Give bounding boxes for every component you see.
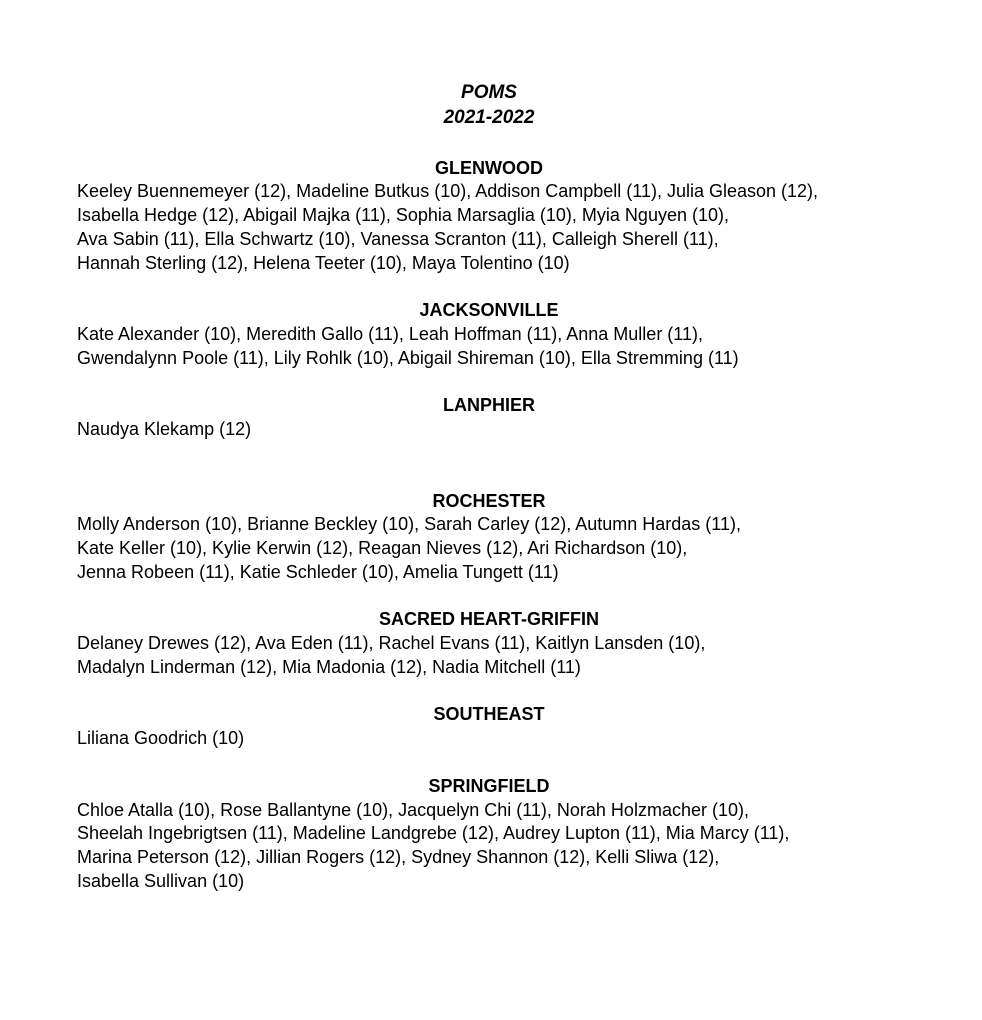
roster-line: Molly Anderson (10), Brianne Beckley (10), Sarah Carley (12), Autumn Hardas (11), — [77, 514, 741, 534]
roster-line: Keeley Buennemeyer (12), Madeline Butkus (10), Addison Campbell (11), Julia Gleason (12), — [77, 181, 819, 201]
roster-line: Isabella Sullivan (10) — [77, 871, 245, 891]
section-heading-glenwood: GLENWOOD — [435, 158, 543, 178]
roster-line: Sheelah Ingebrigtsen (11), Madeline Landgrebe (12), Audrey Lupton (11), Mia Marcy (11), — [77, 823, 790, 843]
section-heading-sacred-heart-griffin: SACRED HEART-GRIFFIN — [379, 609, 599, 629]
section-heading-southeast: SOUTHEAST — [433, 704, 545, 724]
document-season: 2021-2022 — [443, 107, 535, 128]
section-heading-jacksonville: JACKSONVILLE — [419, 300, 559, 320]
roster-line: Isabella Hedge (12), Abigail Majka (11), Sophia Marsaglia (10), Myia Nguyen (10), — [77, 205, 729, 225]
section-heading-rochester: ROCHESTER — [432, 491, 546, 511]
roster-line: Delaney Drewes (12), Ava Eden (11), Rachel Evans (11), Kaitlyn Lansden (10), — [77, 633, 706, 653]
roster-line: Hannah Sterling (12), Helena Teeter (10), Maya Tolentino (10) — [77, 253, 570, 273]
section-heading-springfield: SPRINGFIELD — [428, 776, 550, 796]
roster-line: Gwendalynn Poole (11), Lily Rohlk (10), Abigail Shireman (10), Ella Stremming (11) — [77, 348, 739, 368]
roster-line: Marina Peterson (12), Jillian Rogers (12), Sydney Shannon (12), Kelli Sliwa (12), — [77, 847, 720, 867]
roster-line: Jenna Robeen (11), Katie Schleder (10), Amelia Tungett (11) — [77, 562, 559, 582]
roster-line: Kate Alexander (10), Meredith Gallo (11), Leah Hoffman (11), Anna Muller (11), — [77, 324, 703, 344]
roster-line: Madalyn Linderman (12), Mia Madonia (12), Nadia Mitchell (11) — [77, 657, 581, 677]
document-title: POMS — [461, 82, 517, 103]
roster-line: Naudya Klekamp (12) — [77, 419, 252, 439]
roster-line: Ava Sabin (11), Ella Schwartz (10), Vanessa Scranton (11), Calleigh Sherell (11), — [77, 229, 719, 249]
roster-line: Kate Keller (10), Kylie Kerwin (12), Reagan Nieves (12), Ari Richardson (10), — [77, 538, 688, 558]
roster-line: Liliana Goodrich (10) — [77, 728, 245, 748]
section-heading-lanphier: LANPHIER — [442, 395, 535, 415]
roster-line: Chloe Atalla (10), Rose Ballantyne (10), Jacquelyn Chi (11), Norah Holzmacher (10), — [77, 800, 749, 820]
